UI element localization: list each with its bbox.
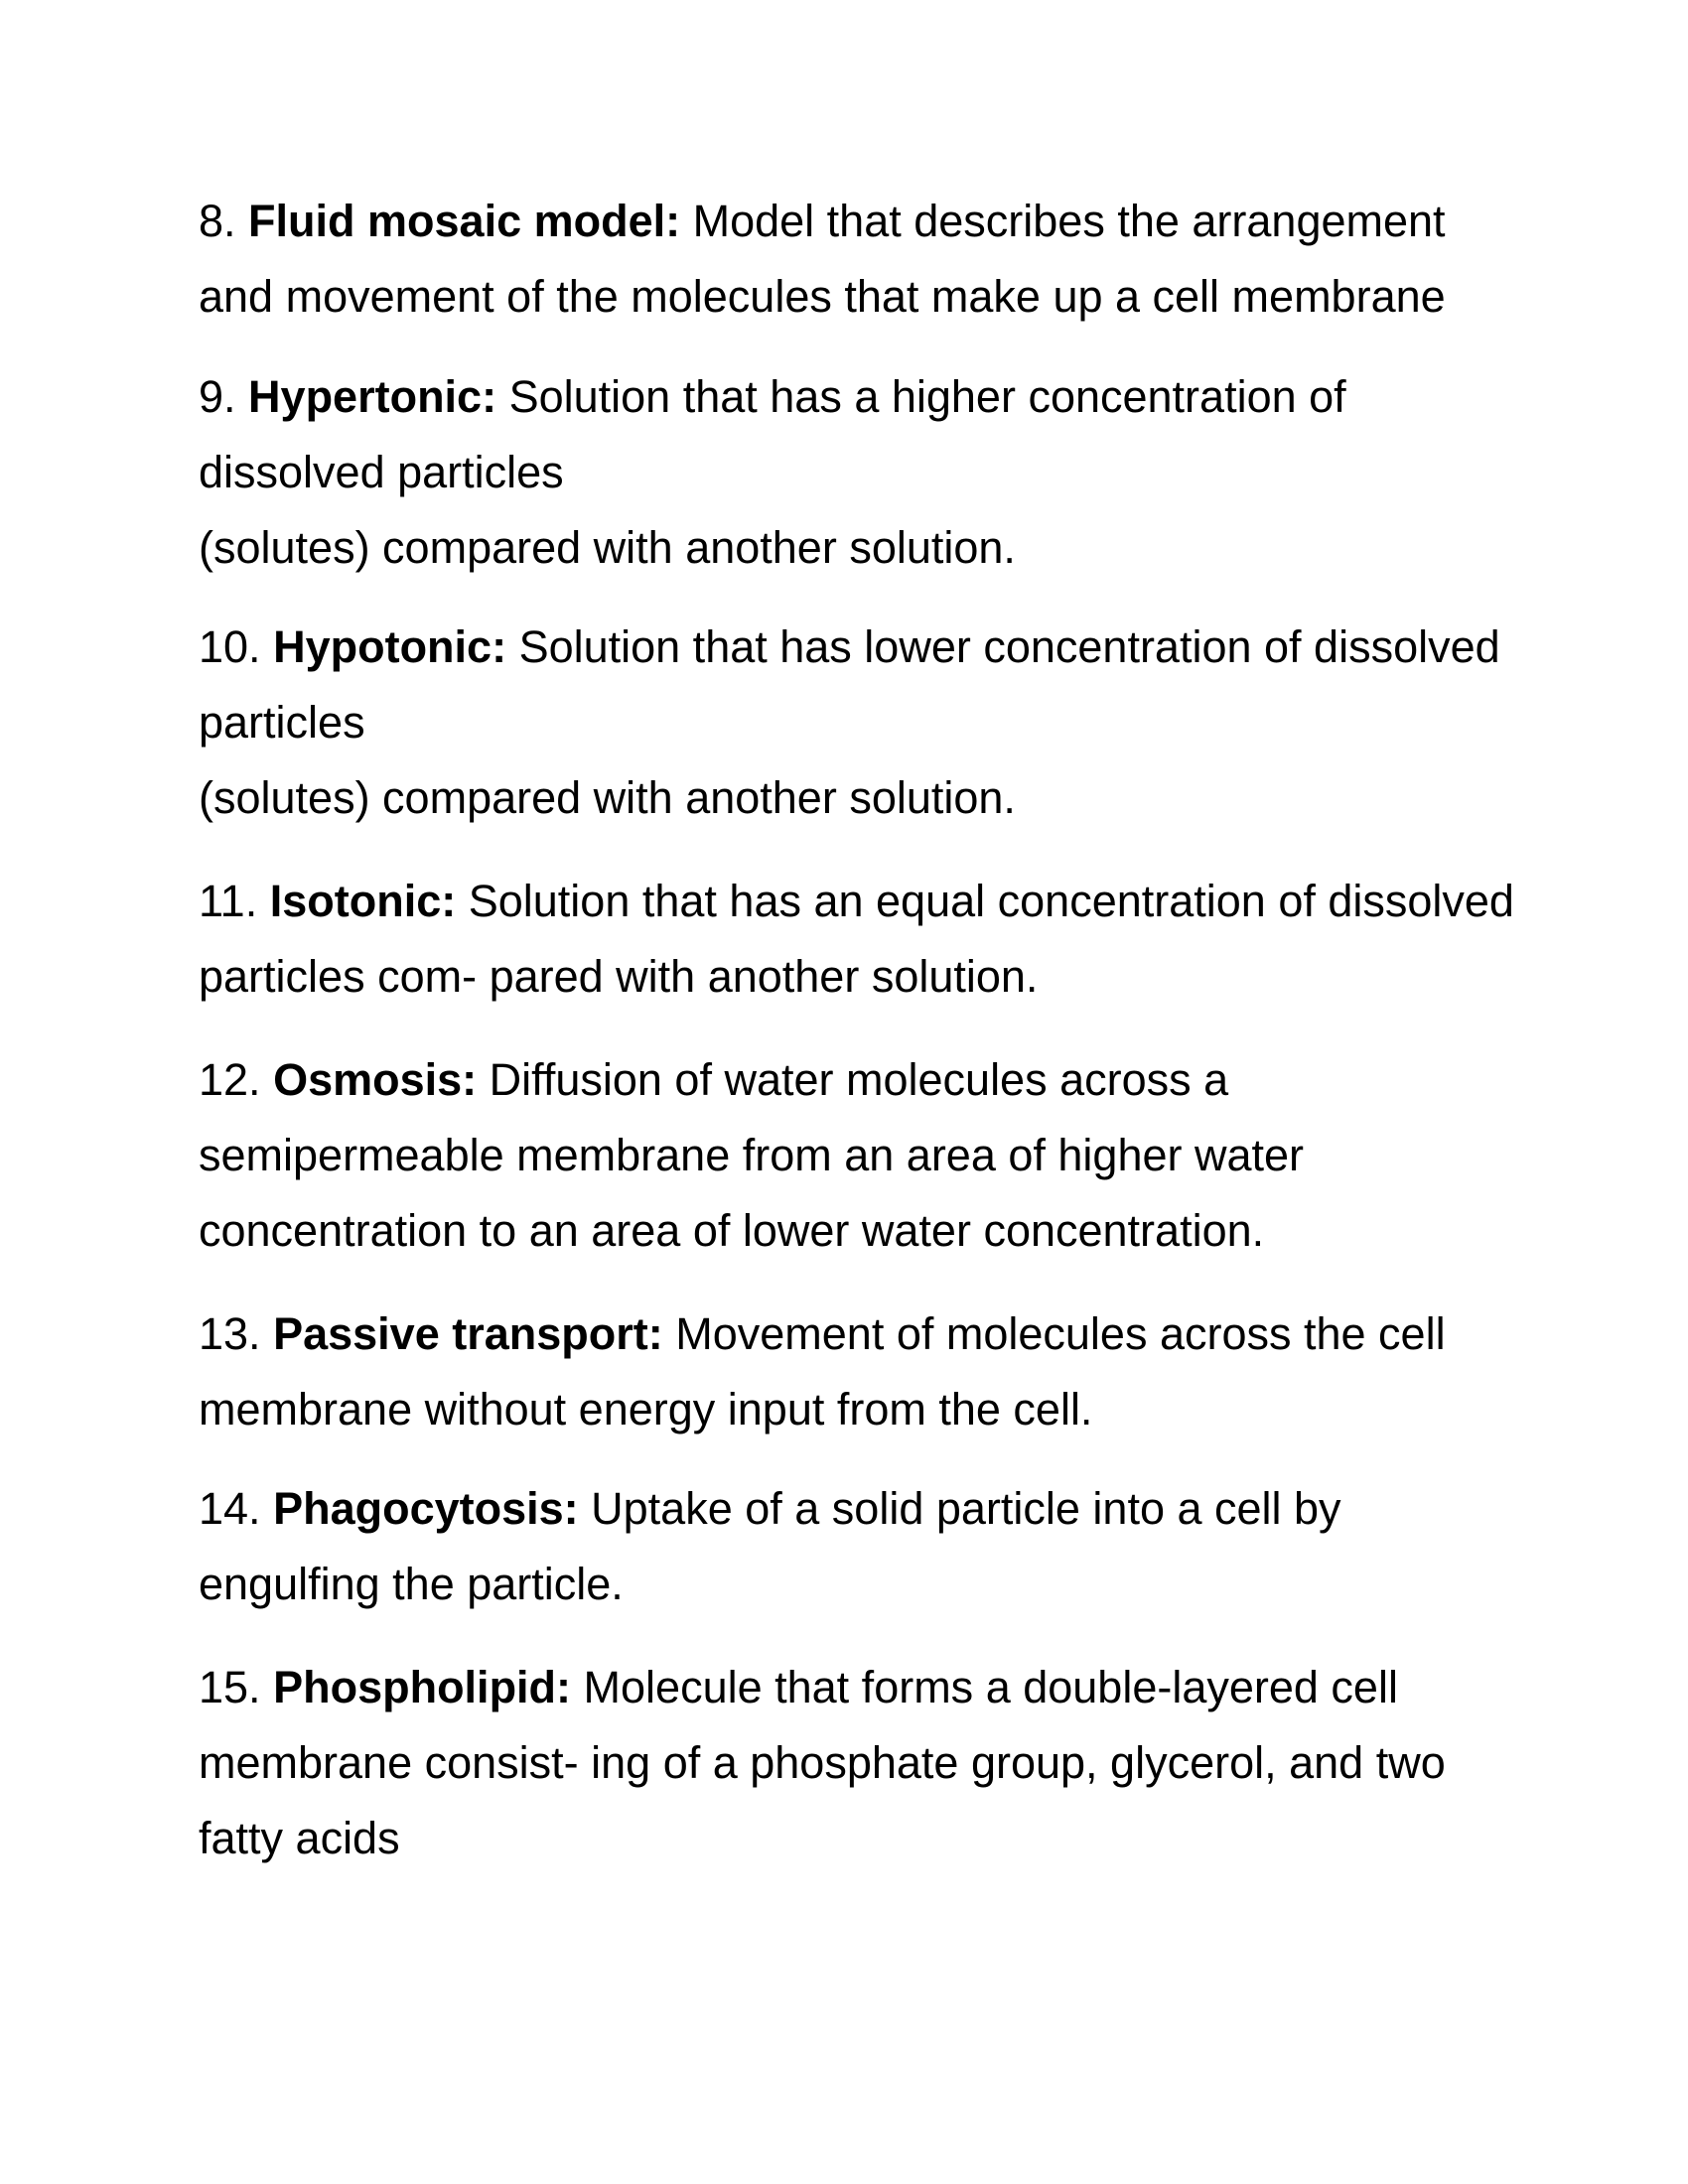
entry-term: Hypertonic: — [248, 371, 497, 422]
entry-term: Passive transport: — [273, 1308, 663, 1359]
entry-line — [199, 184, 1519, 259]
entry-line — [199, 864, 1519, 939]
entry-definition: Molecule that forms a double-layered cell — [571, 1662, 1398, 1712]
entry-definition: Diffusion of water molecules across a — [477, 1054, 1229, 1105]
entry-number: 9. — [199, 371, 236, 422]
glossary-entry-hypotonic — [199, 610, 1519, 836]
glossary-entry-osmosis — [199, 1042, 1519, 1269]
entry-number: 8. — [199, 196, 236, 246]
entry-term: Phagocytosis: — [273, 1483, 579, 1534]
entry-term: Phospholipid: — [273, 1662, 572, 1712]
entry-line — [199, 1042, 1519, 1118]
entry-definition: Solution that has an equal concentration of dissolved — [456, 876, 1514, 926]
entry-number: 12. — [199, 1054, 261, 1105]
entry-line — [199, 359, 1519, 435]
entry-term: Isotonic: — [269, 876, 457, 926]
entry-definition: Solution that has a higher concentration of — [496, 371, 1346, 422]
entry-definition: Solution that has lower concentration of dissolved — [506, 621, 1500, 672]
entry-line: particles com- pared with another solution. — [199, 951, 1039, 1002]
entry-line: membrane consist- ing of a phosphate group, glycerol, and two — [199, 1737, 1446, 1788]
entry-term: Osmosis: — [273, 1054, 478, 1105]
entry-line — [199, 1650, 1519, 1725]
entry-line: engulfing the particle. — [199, 1559, 624, 1609]
entry-line: fatty acids — [199, 1813, 400, 1863]
entry-number: 13. — [199, 1308, 261, 1359]
entry-line — [199, 610, 1519, 685]
entry-line: dissolved particles — [199, 447, 564, 497]
entry-definition: Movement of molecules across the cell — [662, 1308, 1446, 1359]
entry-line — [199, 1297, 1519, 1372]
glossary-entry-phagocytosis — [199, 1471, 1519, 1622]
glossary-entry-isotonic — [199, 864, 1519, 1015]
entry-line: (solutes) compared with another solution. — [199, 522, 1016, 573]
entry-line — [199, 1471, 1519, 1547]
glossary-entry-passive-transport — [199, 1297, 1519, 1447]
glossary-entry-hypertonic — [199, 359, 1519, 586]
entry-number: 14. — [199, 1483, 261, 1534]
glossary-entry-fluid-mosaic-model — [199, 184, 1519, 335]
entry-term: Hypotonic: — [273, 621, 507, 672]
glossary-entry-phospholipid — [199, 1650, 1519, 1876]
entry-line: (solutes) compared with another solution. — [199, 772, 1016, 823]
entry-number: 10. — [199, 621, 261, 672]
entry-line: and movement of the molecules that make up a cell membrane — [199, 271, 1446, 322]
entry-number: 15. — [199, 1662, 261, 1712]
entry-term: Fluid mosaic model: — [248, 196, 681, 246]
entry-definition: Uptake of a solid particle into a cell by — [578, 1483, 1341, 1534]
entry-line: concentration to an area of lower water concentration. — [199, 1205, 1265, 1256]
entry-definition: Model that describes the arrangement — [680, 196, 1446, 246]
entry-number: 11. — [199, 876, 258, 926]
entry-line: semipermeable membrane from an area of higher water — [199, 1130, 1305, 1180]
entry-line: particles — [199, 697, 365, 748]
entry-line: membrane without energy input from the cell. — [199, 1384, 1093, 1434]
